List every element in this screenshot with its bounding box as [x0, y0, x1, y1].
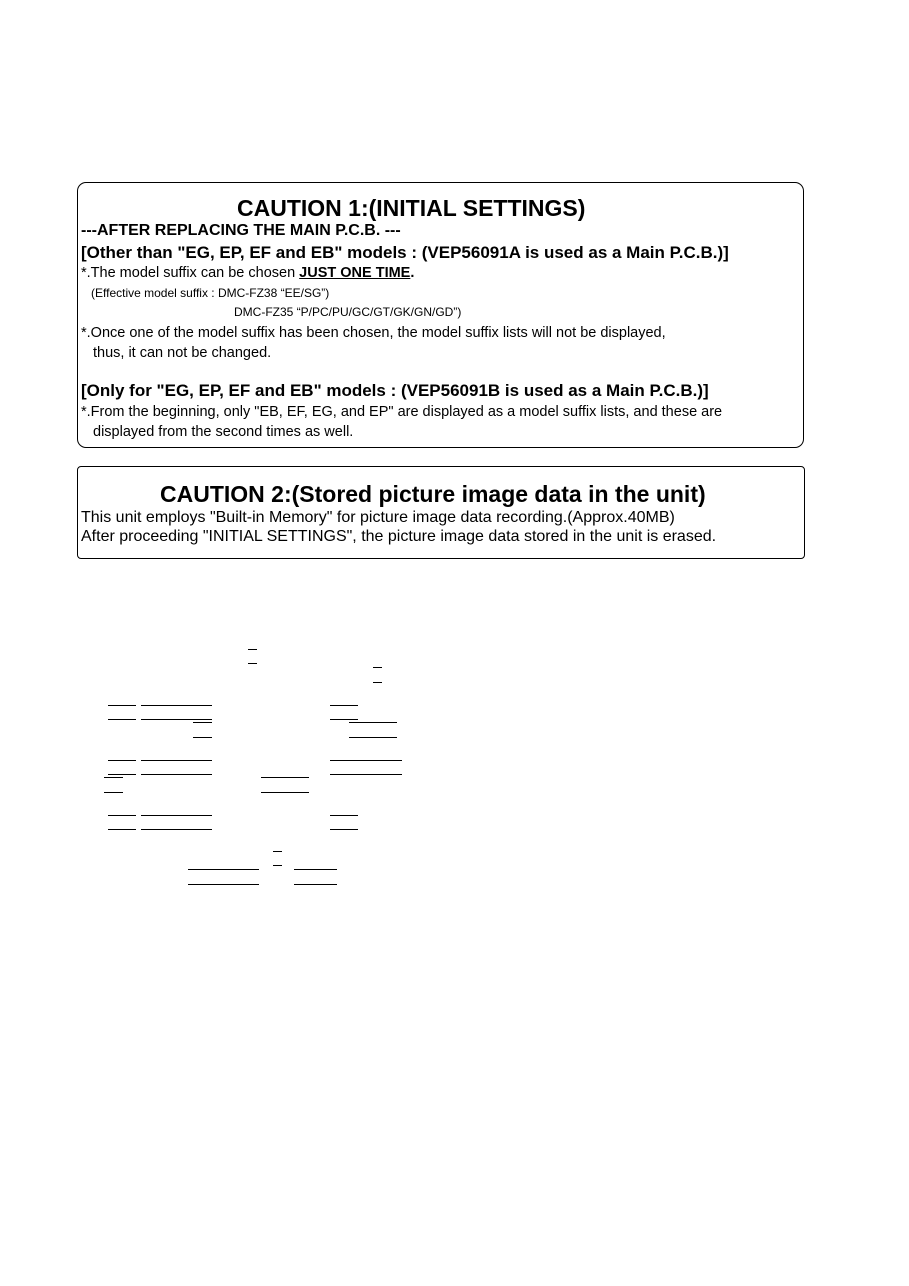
underline-mark	[373, 682, 382, 683]
underline-mark	[108, 760, 136, 761]
caution-2-line1: This unit employs "Built-in Memory" for picture image data recording.(Approx.40MB)	[81, 509, 675, 526]
section-a-line1-suffix: .	[410, 265, 415, 281]
caution-2-line2: After proceeding "INITIAL SETTINGS", the picture image data stored in the unit is erased.	[81, 528, 717, 545]
underline-mark	[108, 829, 136, 830]
just-one-time-emphasis: JUST ONE TIME	[299, 265, 411, 281]
underline-mark	[248, 663, 257, 664]
underline-mark	[108, 815, 136, 816]
underline-mark	[294, 869, 337, 870]
underline-mark	[330, 815, 358, 816]
underline-mark	[330, 760, 402, 761]
caution-1-subtitle: ---AFTER REPLACING THE MAIN P.C.B. ---	[81, 222, 401, 239]
caution-1-title: CAUTION 1:(INITIAL SETTINGS)	[237, 195, 586, 221]
underline-mark	[273, 865, 282, 866]
underline-mark	[193, 737, 212, 738]
underline-mark	[108, 719, 136, 720]
underline-mark	[141, 760, 212, 761]
section-b-heading: [Only for "EG, EP, EF and EB" models : (VEP56091B is used as a Main P.C.B.)]	[81, 381, 709, 400]
underline-mark	[349, 722, 397, 723]
underline-mark	[294, 884, 337, 885]
underline-mark	[373, 667, 382, 668]
section-a-line1-prefix: *.The model suffix can be chosen	[81, 265, 300, 281]
underline-mark	[330, 829, 358, 830]
underline-mark	[330, 774, 402, 775]
underline-mark	[104, 777, 123, 778]
underline-mark	[188, 884, 259, 885]
underline-mark	[349, 737, 397, 738]
underline-mark	[261, 777, 309, 778]
underline-mark	[141, 705, 212, 706]
underline-mark	[273, 851, 282, 852]
section-a-note-line2: thus, it can not be changed.	[93, 345, 272, 361]
underline-mark	[330, 705, 358, 706]
underline-mark	[141, 829, 212, 830]
underline-mark	[104, 792, 123, 793]
section-a-line1	[81, 265, 414, 281]
section-b-line2: displayed from the second times as well.	[93, 424, 354, 440]
section-a-heading: [Other than "EG, EP, EF and EB" models : (VEP56091A is used as a Main P.C.B.)]	[81, 243, 729, 262]
effective-suffix-line2: DMC-FZ35 “P/PC/PU/GC/GT/GK/GN/GD”)	[234, 305, 462, 319]
underline-mark	[248, 649, 257, 650]
underline-mark	[141, 815, 212, 816]
underline-mark	[193, 722, 212, 723]
underline-mark	[108, 774, 136, 775]
underline-mark	[330, 719, 358, 720]
underline-mark	[108, 705, 136, 706]
underline-mark	[261, 792, 309, 793]
underline-mark	[141, 774, 212, 775]
section-b-line1: *.From the beginning, only "EB, EF, EG, and EP" are displayed as a model suffix lists, and these are	[81, 404, 723, 420]
effective-suffix-line1: (Effective model suffix : DMC-FZ38 “EE/SG”)	[91, 286, 330, 300]
underline-mark	[141, 719, 212, 720]
section-a-note-line1: *.Once one of the model suffix has been chosen, the model suffix lists will not be displayed,	[81, 325, 666, 341]
underline-mark	[188, 869, 259, 870]
caution-2-title: CAUTION 2:(Stored picture image data in the unit)	[160, 481, 706, 507]
